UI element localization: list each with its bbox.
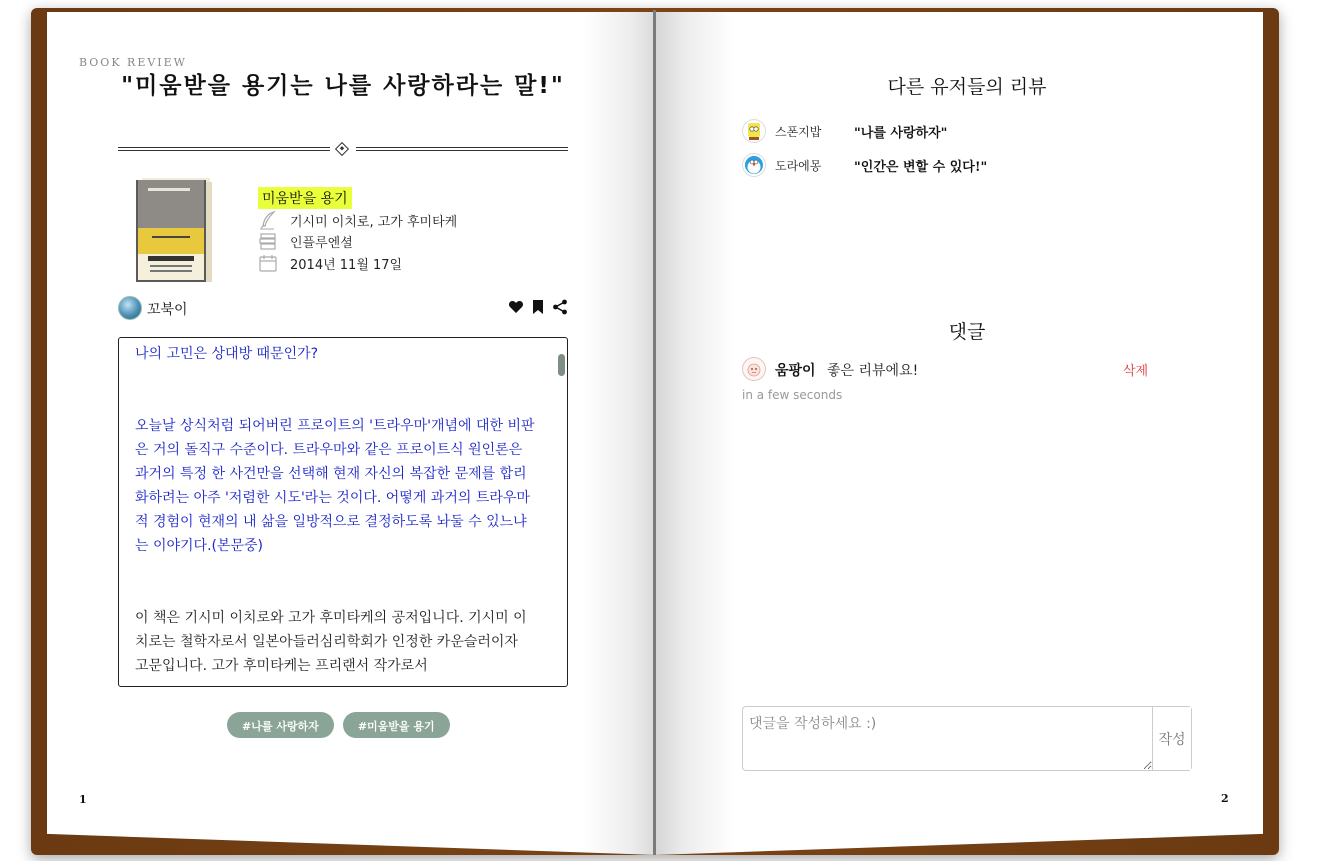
page-number-right: 2 [1221, 792, 1229, 805]
book-date-row [258, 253, 402, 273]
book-spine [653, 10, 656, 855]
quill-pen-icon [258, 210, 278, 230]
avatar [742, 153, 766, 177]
book-author-row [258, 210, 457, 230]
tag-list [227, 712, 450, 738]
comment-user: 움팡이 [775, 363, 816, 379]
heart-icon[interactable] [508, 299, 524, 315]
page-number-left: 1 [79, 793, 87, 806]
comment-item [742, 357, 1152, 381]
comment-input[interactable] [743, 707, 1153, 770]
avatar [742, 119, 766, 143]
page-kicker: BOOK REVIEW [79, 56, 187, 69]
other-review-quote: "나를 사랑하자" [854, 125, 948, 141]
book-author: 기시미 이치로, 고가 후미타케 [290, 214, 458, 230]
avatar [742, 357, 766, 381]
bookmark-icon[interactable] [530, 299, 546, 315]
review-body: 이 책은 기시미 이치로와 고가 후미타케의 공저입니다. 기시미 이치로는 철학자로서 일본아들러심리학회가 인정한 카운슬러이자 고문입니다. 고가 후미타케는 프리랜서 작가로서 [135, 610, 527, 674]
reviewer-name[interactable]: 꼬북이 [147, 302, 188, 318]
book-cover-image [134, 176, 216, 284]
other-review-item[interactable] [742, 119, 947, 143]
comment-form [742, 706, 1192, 771]
tag-chip[interactable]: #나를 사랑하자 [227, 712, 334, 738]
review-heading: 나의 고민은 상대방 때문인가? [135, 346, 319, 362]
comments-title: 댓글 [948, 321, 986, 343]
share-icon[interactable] [552, 299, 568, 315]
calendar-icon [258, 253, 278, 273]
other-review-item[interactable] [742, 153, 987, 177]
review-title: "미움받을 용기는 나를 사랑하라는 말!" [121, 73, 565, 99]
book-publisher: 인플루엔셜 [290, 235, 353, 251]
book-title: 미움받을 용기 [258, 187, 352, 209]
review-text [135, 342, 535, 678]
other-review-user: 도라에몽 [775, 158, 822, 173]
book-date: 2014년 11월 17일 [290, 257, 403, 273]
delete-comment-button[interactable]: 삭제 [1123, 364, 1149, 379]
book-publisher-row [258, 231, 353, 251]
submit-comment-button[interactable]: 작성 [1153, 707, 1191, 770]
other-reviews-title: 다른 유저들의 리뷰 [887, 76, 1047, 98]
review-scrollbar[interactable] [558, 354, 565, 376]
reviewer-row [118, 296, 568, 320]
review-actions [508, 299, 568, 315]
review-quote: 오늘날 상식처럼 되어버린 프로이트의 '트라우마'개념에 대한 비판은 거의 돌직구 수준이다. 트라우마와 같은 프로이트식 원인론은 과거의 특정 한 사건만을 선택해 현재 자신의 복잡한 문제를 합리화하려는 아주 '저렴한 시도'라는 것이다. 어떻게 과거의 트라우마적 경험이 현재의 내 삶을 일방적으로 결정하도록 놔둘 수 있느냐는 이야기다.(본문중) [135, 418, 535, 554]
comment-text: 좋은 리뷰에요! [827, 363, 919, 379]
other-review-quote: "인간은 변할 수 있다!" [854, 159, 988, 175]
ornament-divider [118, 143, 568, 157]
comment-timestamp: in a few seconds [742, 388, 843, 402]
avatar[interactable] [118, 296, 142, 320]
book-stack-icon [258, 231, 278, 251]
tag-chip[interactable]: #미움받을 용기 [343, 712, 450, 738]
review-content-box[interactable] [118, 337, 568, 687]
other-review-user: 스폰지밥 [775, 124, 822, 139]
